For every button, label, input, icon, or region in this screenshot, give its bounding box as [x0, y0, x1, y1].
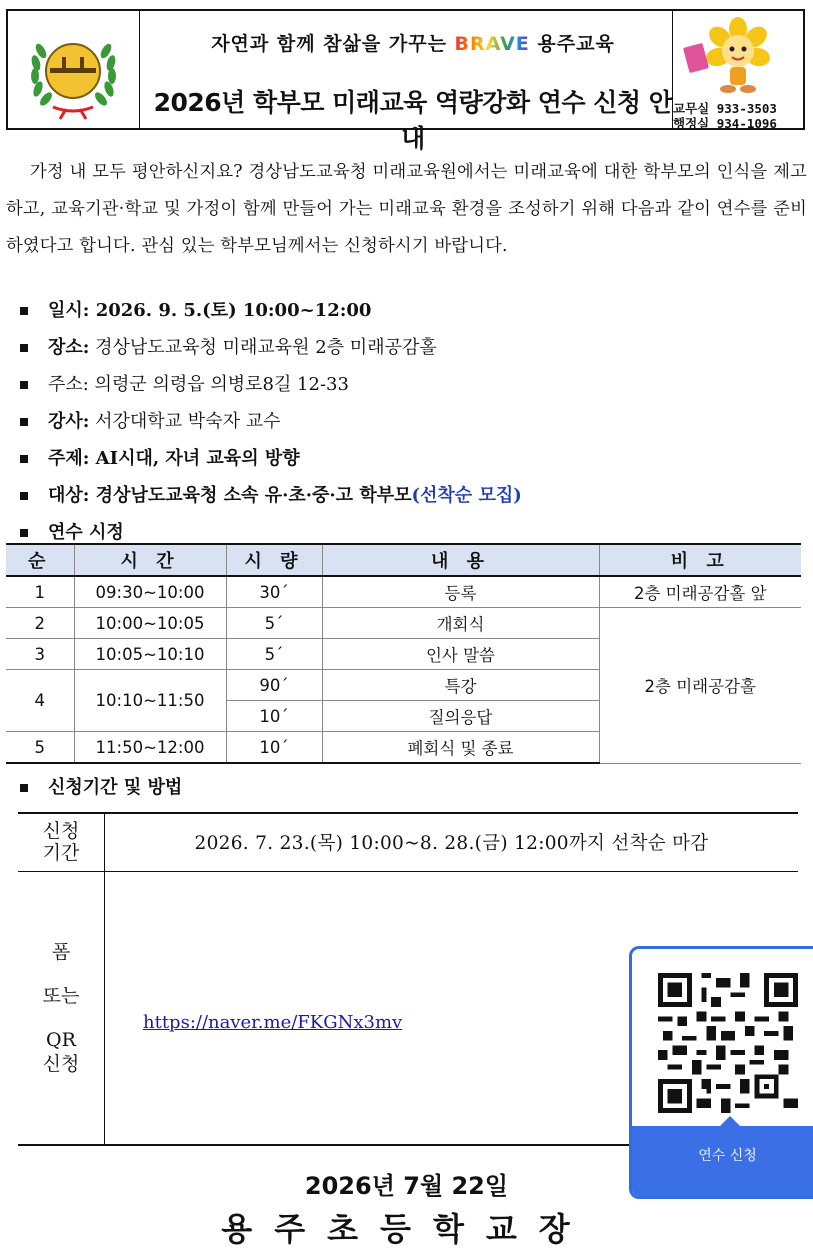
school-principal-signature: 용주초등학교장: [221, 1210, 592, 1248]
mascot-icon: [678, 15, 798, 95]
header-box: [6, 9, 805, 153]
cell-no: 3: [6, 639, 74, 670]
intro-paragraph: 가정 내 모두 평안하신지요? 경상남도교육청 미래교육원에서는 미래교육에 대한 학부모의 인식을 제고하고, 교육기관·학교 및 가정이 함께 만들어 가는 미래교육 환경을 조성하기 위해 다음과 같이 연수를 준비하였다고 합니다. 관심 있는 학부모님께서는 신청하시기 바랍니다.: [6, 162, 807, 256]
qr-code-icon: [658, 973, 798, 1113]
application-table: [18, 812, 798, 1164]
cell-note: 2층 미래공감홀 앞: [599, 576, 801, 608]
list-item: [18, 769, 182, 806]
cell-duration: 5´: [226, 608, 322, 639]
period-label-cell: [18, 813, 105, 871]
col-header-no: 순: [6, 544, 74, 576]
method-value-cell: [105, 871, 799, 1164]
cell-content: 폐회식 및 종료: [322, 732, 599, 764]
cell-duration: 30´: [226, 576, 322, 608]
cell-no: 4: [6, 670, 74, 732]
cell-no: 1: [6, 576, 74, 608]
first-come-note: (선착순 모집): [411, 485, 522, 506]
cell-no: 5: [6, 732, 74, 764]
cell-no: 2: [6, 608, 74, 639]
cell-content: 질의응답: [322, 701, 599, 732]
list-item: 장소: 경상남도교육청 미래교육원 2층 미래공감홀: [18, 329, 522, 366]
col-header-duration: 시 량: [226, 544, 322, 576]
mascot-cell: [672, 11, 803, 131]
application-heading-list: [18, 769, 182, 806]
list-item: 주소: 의령군 의령읍 의병로8길 12-33: [18, 366, 522, 403]
slogan: 자연과 함께 참삶을 가꾸는 BRAVE 용주교육: [211, 33, 615, 55]
cell-time: 09:30~10:00: [74, 576, 226, 608]
list-item: 주제: AI시대, 자녀 교육의 방향: [18, 440, 522, 477]
table-row: [6, 576, 801, 608]
details-list: [18, 292, 522, 551]
application-heading: 신청기간 및 방법: [48, 777, 183, 798]
phone-teachers-office: 교무실 933-3503: [673, 101, 777, 116]
schedule-table: [6, 543, 801, 764]
method-label: 신청: [42, 1052, 80, 1075]
school-emblem-cell: [8, 11, 140, 128]
table-header-row: [6, 544, 801, 576]
cell-time: 10:00~10:05: [74, 608, 226, 639]
cell-content: 등록: [322, 576, 599, 608]
cell-time: 10:05~10:10: [74, 639, 226, 670]
period-label: 신청: [42, 820, 80, 843]
cell-duration: 90´: [226, 670, 322, 701]
cell-duration: 5´: [226, 639, 322, 670]
list-item: 강사: 서강대학교 박숙자 교수: [18, 403, 522, 440]
cell-time: 10:10~11:50: [74, 670, 226, 732]
document-title: 2026년 학부모 미래교육 역량강화 연수 신청 안내: [153, 88, 673, 153]
cell-content: 인사 말씀: [322, 639, 599, 670]
col-header-content: 내 용: [322, 544, 599, 576]
list-item: 일시: 2026. 9. 5.(토) 10:00~12:00: [18, 292, 522, 329]
document-date: 2026년 7월 22일: [304, 1172, 509, 1200]
method-label: 또는: [42, 984, 80, 1007]
cell-time: 11:50~12:00: [74, 732, 226, 764]
school-emblem-icon: [8, 11, 139, 128]
schedule-heading: 연수 시정: [48, 522, 124, 543]
table-row: [18, 871, 798, 1145]
cell-duration: 10´: [226, 732, 322, 764]
qr-caption: 연수 신청: [698, 1147, 757, 1164]
method-label-cell: [18, 871, 105, 1145]
method-label: 폼: [51, 940, 71, 963]
col-header-note: 비 고: [599, 544, 801, 576]
cell-content: 개회식: [322, 608, 599, 639]
col-header-time: 시 간: [74, 544, 226, 576]
period-label: 기간: [42, 842, 80, 865]
method-label: QR: [46, 1028, 76, 1051]
table-row: [6, 608, 801, 639]
cell-note: 2층 미래공감홀: [599, 608, 801, 764]
phone-admin-office: 행정실 934-1096: [673, 116, 777, 131]
qr-card[interactable]: [629, 946, 813, 1199]
cell-duration: 10´: [226, 701, 322, 732]
list-item: 대상: 경상남도교육청 소속 유·초·중·고 학부모(선착순 모집): [18, 477, 522, 514]
table-row: [18, 813, 798, 871]
cell-content: 특강: [322, 670, 599, 701]
application-form-link[interactable]: https://naver.me/FKGNx3mv: [143, 1011, 403, 1033]
brave-wordmark: BRAVE: [454, 33, 530, 55]
period-value: 2026. 7. 23.(목) 10:00~8. 28.(금) 12:00까지 선착순 마감: [105, 813, 799, 871]
